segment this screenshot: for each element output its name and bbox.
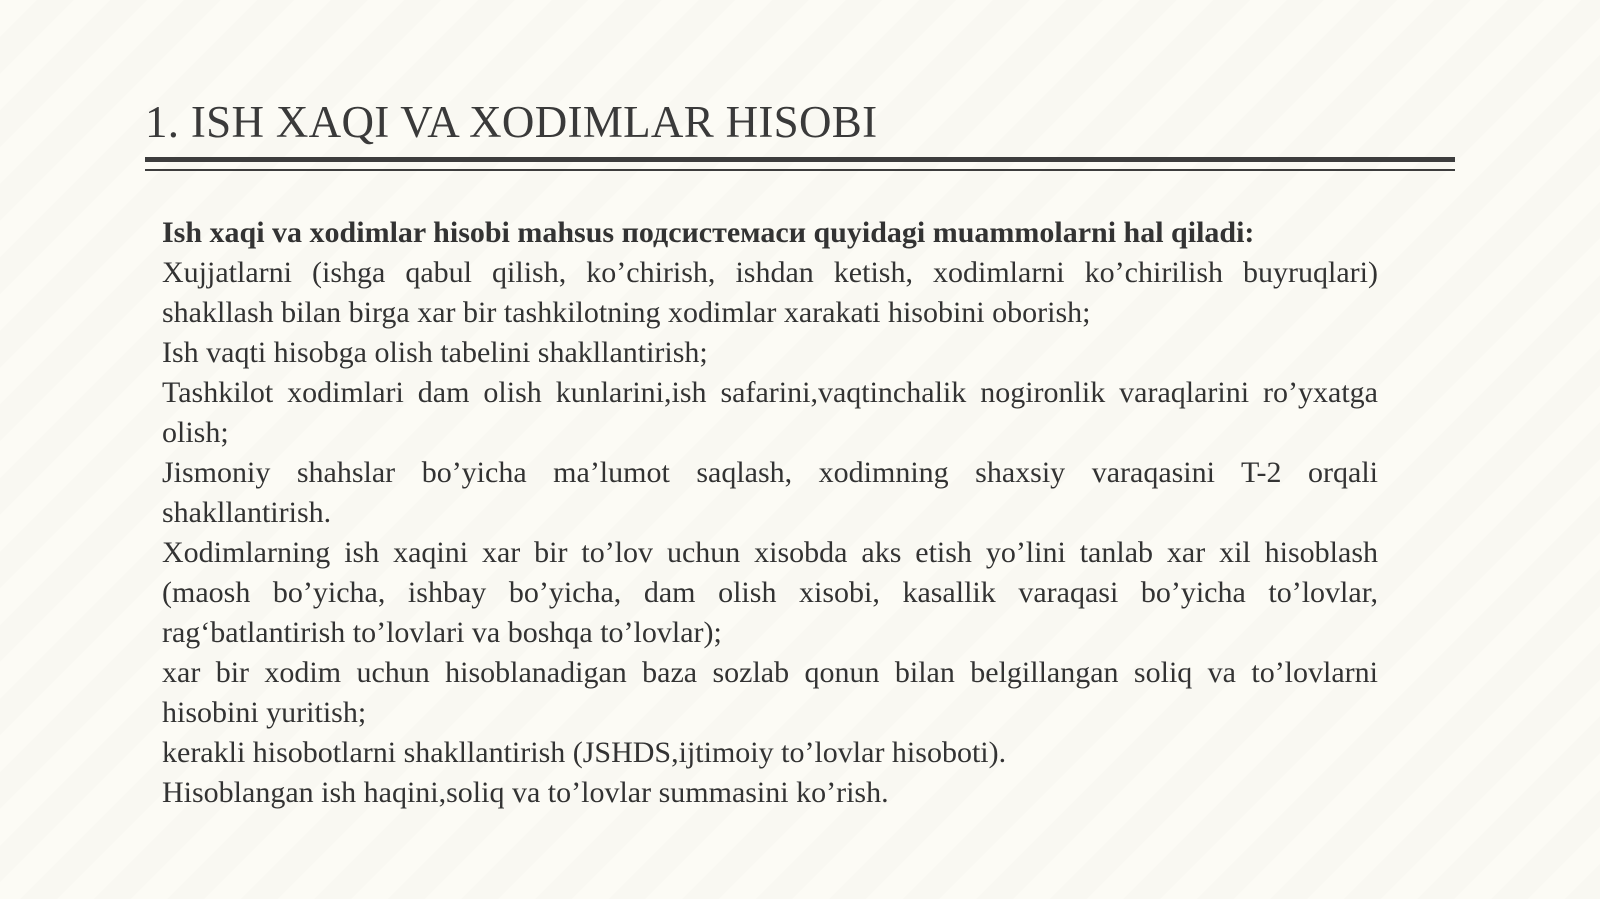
paragraph-personal-data: Jismoniy shahslar bo’yicha ma’lumot saqlash, xodimning shaxsiy varaqasini T-2 orqali shakllantirish.: [162, 456, 1378, 529]
title-divider-thin: [145, 169, 1455, 171]
paragraph-timesheet: Ish vaqti hisobga olish tabelini shakllantirish;: [162, 336, 708, 369]
paragraph-documents: Xujjatlarni (ishga qabul qilish, ko’chirish, ishdan ketish, xodimlarni ko’chirilish buyruqlari) shakllash bilan birga xar bir tashkilotning xodimlar xarakati hisobini oborish;: [162, 256, 1378, 329]
paragraph-reports: kerakli hisobotlarni shakllantirish (JSHDS,ijtimoiy to’lovlar hisoboti).: [162, 736, 1007, 769]
paragraph-tax-base: xar bir xodim uchun hisoblanadigan baza sozlab qonun bilan belgillangan soliq va to’lovlarni hisobini yuritish;: [162, 656, 1378, 729]
intro-paragraph: Ish xaqi va xodimlar hisobi mahsus подсистемаси quyidagi muammolarni hal qiladi:: [162, 216, 1255, 249]
paragraph-summary: Hisoblangan ish haqini,soliq va to’lovlar summasini ko’rish.: [162, 776, 889, 809]
slide-title: 1. ISH XAQI VA XODIMLAR HISOBI: [145, 97, 878, 147]
paragraph-salary-calculation: Xodimlarning ish xaqini xar bir to’lov uchun xisobda aks etish yo’lini tanlab xar xil hisoblash (maosh bo’yicha, ishbay bo’yicha, dam olish xisobi, kasallik varaqasi bo’yicha to’lovlar, rag‘batlantirish to’lovlari va boshqa to’lovlar);: [162, 536, 1378, 649]
paragraph-leave-records: Tashkilot xodimlari dam olish kunlarini,ish safarini,vaqtinchalik nogironlik varaqlarini ro’yxatga olish;: [162, 376, 1378, 449]
slide-body: [162, 213, 1378, 813]
title-divider-thick: [145, 157, 1455, 162]
